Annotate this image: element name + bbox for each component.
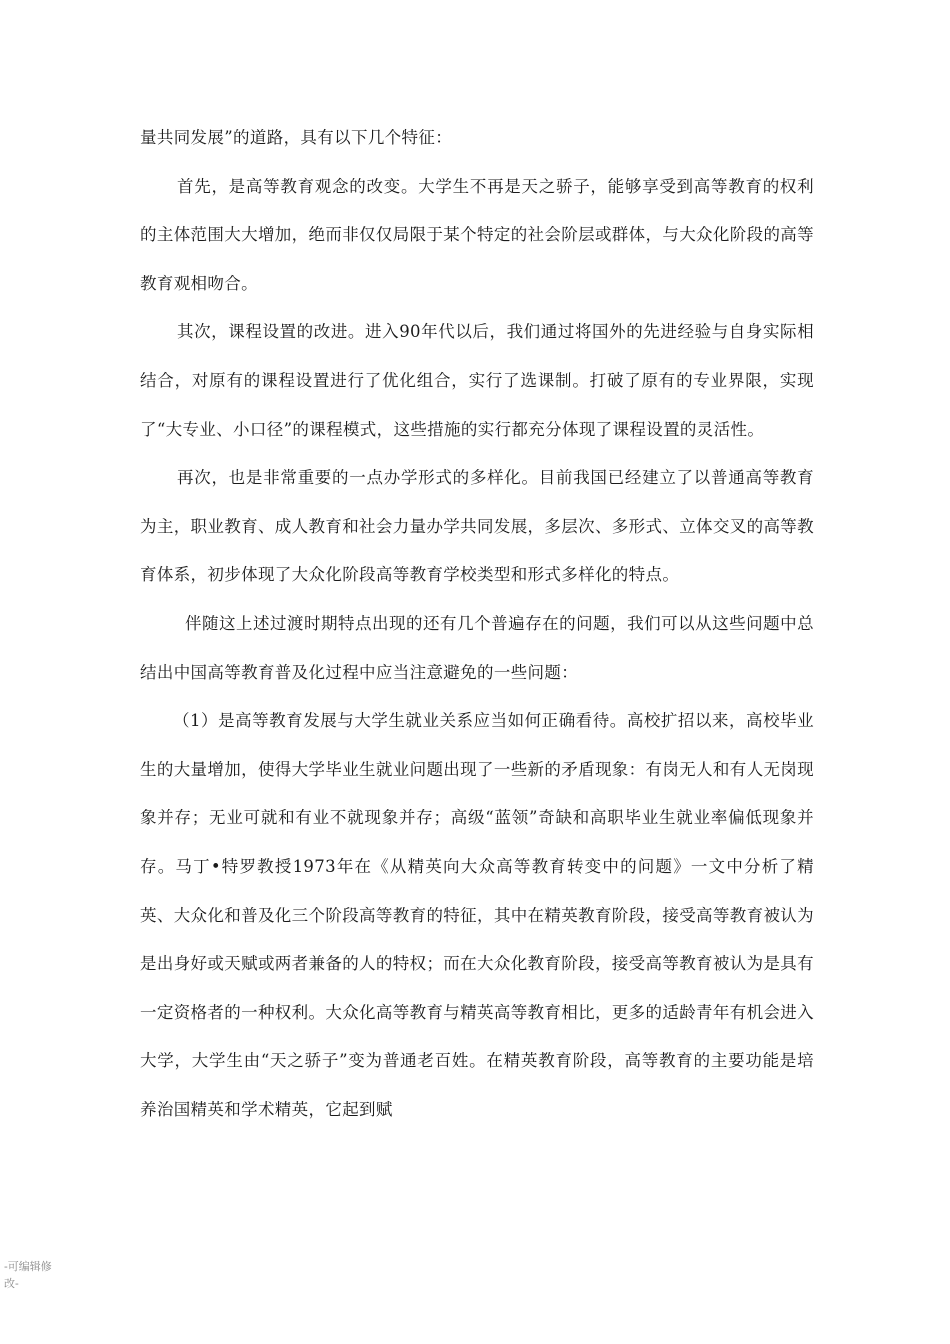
paragraph-first-feature: 首先，是高等教育观念的改变。大学生不再是天之骄子，能够享受到高等教育的权利的主体范围大大增加，绝而非仅仅局限于某个特定的社会阶层或群体，与大众化阶段的高等教育观相吻合。 (140, 176, 814, 293)
paragraph-continuation: 量共同发展”的道路，具有以下几个特征： (140, 128, 453, 147)
paragraph-problem-1: （1）是高等教育发展与大学生就业关系应当如何正确看待。高校扩招以来，高校毕业生的大量增加，使得大学毕业生就业问题出现了一些新的矛盾现象：有岗无人和有人无岗现象并存；无业可就和有业不就现象并存；高级“蓝领”奇缺和高职毕业生就业率偏低现象并存。马丁•特罗教授1973年在《从精英向大众高等教育转变中的问题》一文中分析了精英、大众化和普及化三个阶段高等教育的特征，其中在精英教育阶段，接受高等教育被认为是出身好或天赋或两者兼备的人的特权；而在大众化教育阶段，接受高等教育被认为是具有一定资格者的一种权利。大众化高等教育与精英高等教育相比，更多的适龄青年有机会进入大学，大学生由“天之骄子”变为普通老百姓。在精英教育阶段，高等教育的主要功能是培养治国精英和学术精英，它起到赋 (140, 711, 814, 1119)
paragraph-problems-intro: 伴随这上述过渡时期特点出现的还有几个普遍存在的问题，我们可以从这些问题中总结出中国高等教育普及化过程中应当注意避免的一些问题： (140, 613, 814, 682)
page-footer: -可编辑修改- (4, 1260, 52, 1290)
document-body (140, 114, 814, 1134)
paragraph-third-feature: 再次，也是非常重要的一点办学形式的多样化。目前我国已经建立了以普通高等教育为主，职业教育、成人教育和社会力量办学共同发展，多层次、多形式、立体交叉的高等教育体系，初步体现了大众化阶段高等教育学校类型和形式多样化的特点。 (140, 468, 814, 585)
paragraph-second-feature: 其次，课程设置的改进。进入90年代以后，我们通过将国外的先进经验与自身实际相结合，对原有的课程设置进行了优化组合，实行了选课制。打破了原有的专业界限，实现了“大专业、小口径”的课程模式，这些措施的实行都充分体现了课程设置的灵活性。 (140, 322, 814, 439)
